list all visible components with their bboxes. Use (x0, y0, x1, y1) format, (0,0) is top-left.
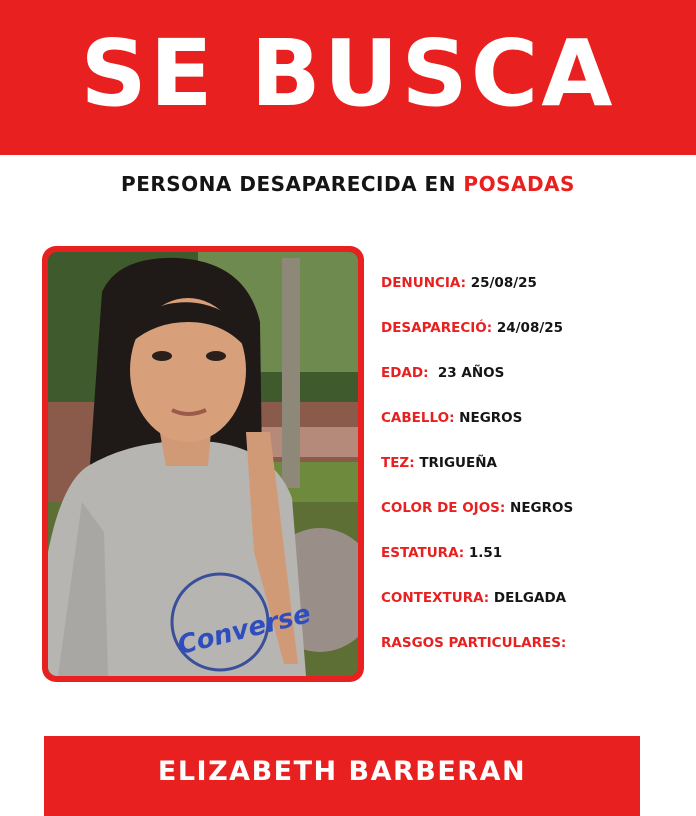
detail-label: RASGOS PARTICULARES: (381, 635, 567, 651)
detail-value: 25/08/25 (470, 275, 537, 291)
detail-label: DESAPARECIÓ: (381, 320, 493, 336)
detail-row-edad (381, 364, 681, 409)
detail-row-color-ojos (381, 499, 681, 544)
detail-label: DENUNCIA: (381, 275, 467, 291)
detail-value: 1.51 (468, 545, 503, 561)
detail-row-desaparecio (381, 319, 681, 364)
detail-value: NEGROS (459, 410, 523, 426)
poster-title: SE BUSCA (80, 19, 616, 127)
photo-frame (42, 246, 364, 682)
detail-value: 23 AÑOS (433, 365, 505, 381)
detail-row-cabello (381, 409, 681, 454)
detail-row-estatura (381, 544, 681, 589)
detail-label: ESTATURA: (381, 545, 465, 561)
detail-label: TEZ: (381, 455, 415, 471)
person-photo (48, 252, 358, 676)
subtitle (0, 172, 696, 196)
detail-label: COLOR DE OJOS: (381, 500, 506, 516)
name-banner (44, 736, 640, 816)
shirt-logo-text: Converse (174, 599, 314, 662)
detail-label: CABELLO: (381, 410, 455, 426)
person-name: ELIZABETH BARBERAN (157, 755, 527, 787)
detail-row-rasgos (381, 634, 681, 679)
detail-value: NEGROS (510, 500, 574, 516)
subtitle-place: POSADAS (463, 172, 575, 196)
details-list (381, 274, 681, 679)
detail-value: TRIGUEÑA (419, 455, 497, 471)
header-banner (0, 0, 696, 155)
detail-label: EDAD: (381, 365, 429, 381)
detail-row-tez (381, 454, 681, 499)
detail-row-contextura (381, 589, 681, 634)
detail-label: CONTEXTURA: (381, 590, 490, 606)
subtitle-text: PERSONA DESAPARECIDA EN (121, 172, 456, 196)
detail-value: DELGADA (493, 590, 567, 606)
detail-value: 24/08/25 (496, 320, 564, 336)
detail-row-denuncia (381, 274, 681, 319)
